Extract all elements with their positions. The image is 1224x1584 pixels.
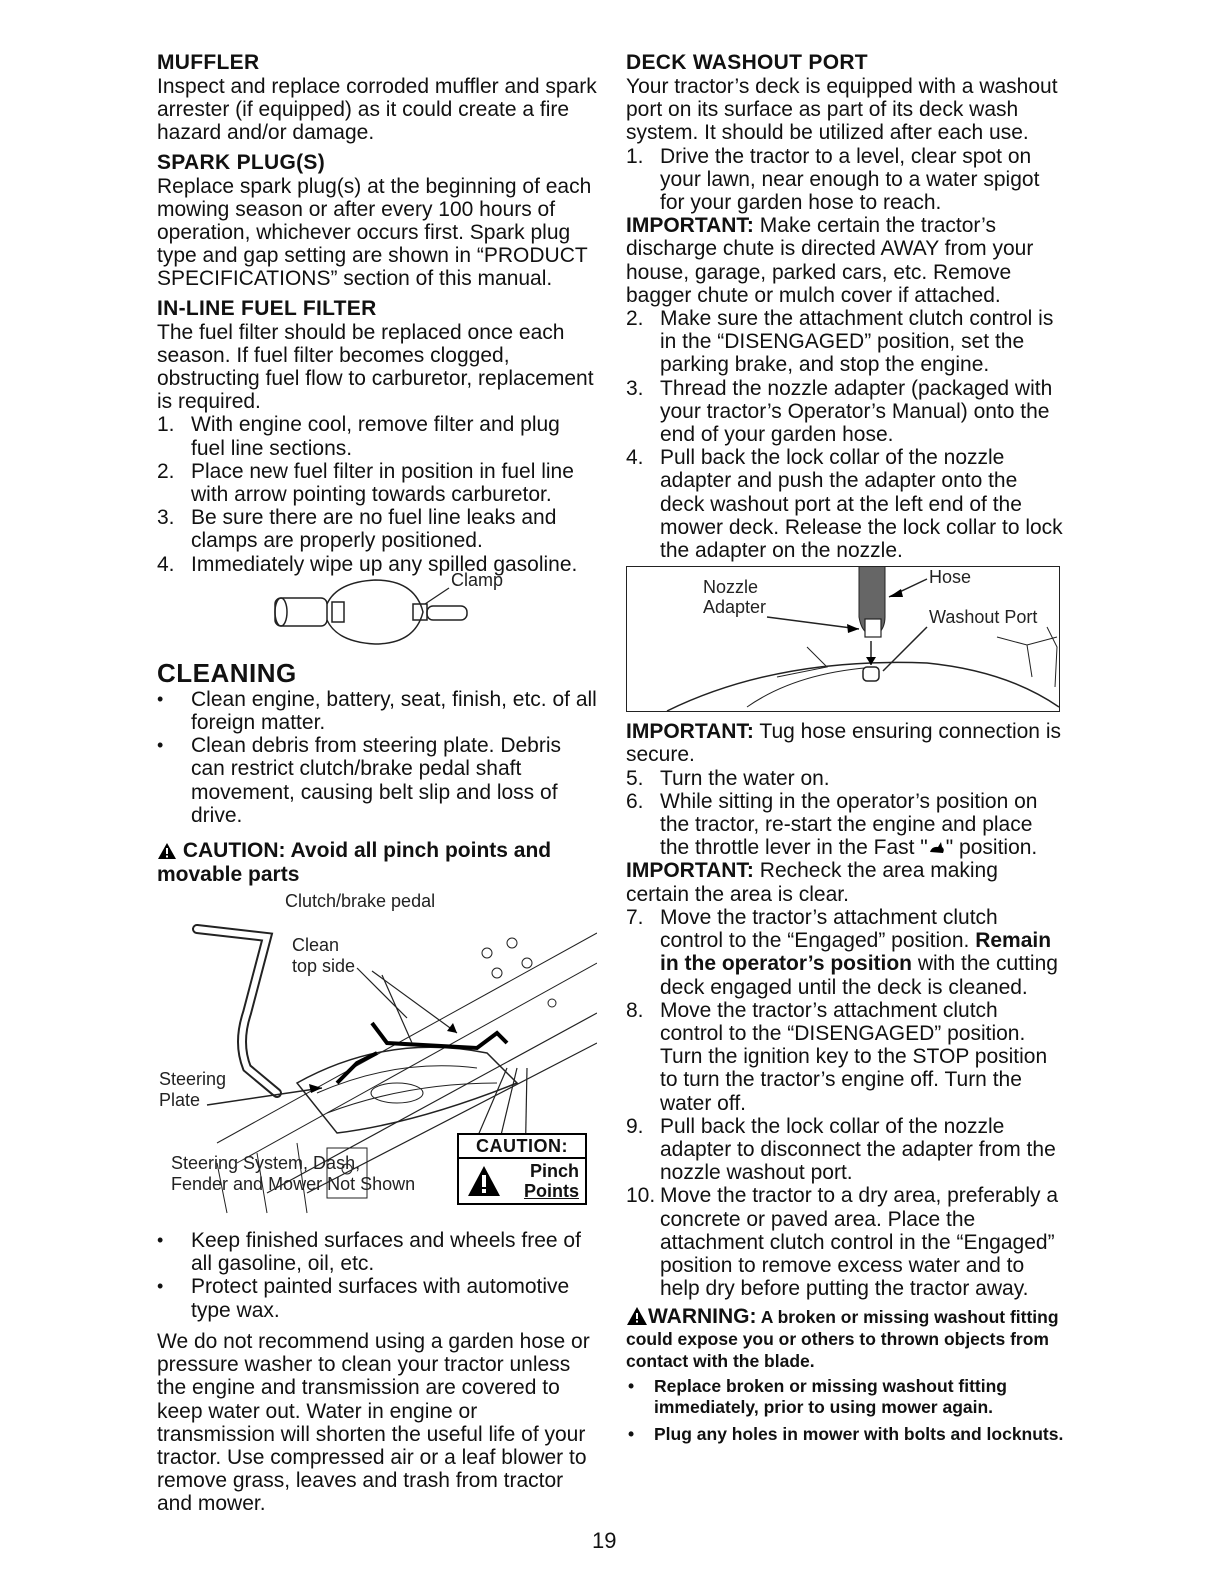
caution-heading: CAUTION: Avoid all pinch points and movable parts bbox=[157, 839, 552, 887]
washout-step-1 bbox=[626, 145, 1064, 215]
list-item: 2. Make sure the attachment clutch control is in the “DISENGAGED” position, set the parking brake, and stop the engine. bbox=[626, 307, 1054, 377]
list-item: • Keep finished surfaces and wheels free of all gasoline, oil, etc. bbox=[157, 1229, 597, 1275]
list-item: 8. Move the tractor’s attachment clutch control to the “DISENGAGED” position. Turn the ignition key to the STOP position to turn the tractor’s engine off. Turn the water off. bbox=[626, 998, 1048, 1115]
right-column bbox=[626, 50, 1064, 1451]
washout-steps-5-6 bbox=[626, 767, 1064, 860]
list-item: 5. Turn the water on. bbox=[626, 766, 830, 790]
clamp-label: Clamp bbox=[451, 569, 504, 590]
cleaning-heading: CLEANING bbox=[157, 657, 297, 688]
fuel-filter-text: The fuel filter should be replaced once each season. If fuel filter becomes clogged, obstructing fuel flow to carburetor, replacement is required. bbox=[157, 320, 594, 414]
list-item: 6. While sitting in the operator’s position on the tractor, re-start the engine and place the throttle lever in the Fast " " position. bbox=[626, 789, 1038, 860]
washout-intro: Your tractor’s deck is equipped with a washout port on its surface as part of its deck wash system. It should be utilized after each use. bbox=[626, 75, 1058, 145]
spark-plug-heading: SPARK PLUG(S) bbox=[157, 150, 326, 174]
muffler-heading: MUFFLER bbox=[157, 51, 260, 74]
washout-heading: DECK WASHOUT PORT bbox=[626, 51, 868, 74]
steering-plate-figure bbox=[157, 893, 597, 1223]
cleaning-closing-text: We do not recommend using a garden hose or pressure washer to clean your tractor unless the engine and transmission are covered to keep water out. Water in engine or transmission will shorten the useful life of your tractor. Use compressed air or a leaf blower to remove grass, leaves and trash from tractor and mower. bbox=[157, 1329, 590, 1516]
list-item: 10. Move the tractor to a dry area, preferably a concrete or paved area. Place the attachment clutch control in the “Engaged” position to remove excess water and to help dry before putting the tractor away. bbox=[626, 1184, 1059, 1301]
washout-port-figure bbox=[626, 566, 1060, 712]
washout-port-label: Washout Port bbox=[929, 607, 1038, 628]
spark-plug-text: Replace spark plug(s) at the beginning of each mowing season or after every 100 hours of operation, whichever occurs first. Spark plug type and gap setting are shown in “PRODUCT SPECIFICATIONS” section of this manual. bbox=[157, 174, 592, 291]
list-item: • Plug any holes in mower with bolts and locknuts. bbox=[626, 1424, 1064, 1445]
figure-note-2: Fender and Mower Not Shown bbox=[171, 1174, 416, 1195]
list-item: 7. Move the tractor’s attachment clutch control to the “Engaged” position. Remain in the operator’s position with the cutting deck engaged until the deck is cleaned. bbox=[626, 905, 1058, 999]
cleaning-bullets bbox=[157, 688, 597, 827]
list-item: 9. Pull back the lock collar of the nozzle adapter to disconnect the adapter from the nozzle washout port. bbox=[626, 1114, 1056, 1185]
steering-label-2: Plate bbox=[159, 1090, 201, 1111]
page-number: 19 bbox=[592, 1528, 617, 1553]
list-item: 1. With engine cool, remove filter and plug fuel line sections. bbox=[157, 413, 560, 460]
list-item: 4. Pull back the lock collar of the nozzle adapter and push the adapter onto the deck washout port at the left end of the mower deck. Release the lock collar to lock the adapter on the nozzle. bbox=[626, 446, 1063, 563]
nozzle-label-2: Adapter bbox=[703, 597, 767, 618]
clean-label-1: Clean bbox=[292, 935, 340, 956]
cleaning-bullets-2 bbox=[157, 1229, 597, 1322]
list-item: • Protect painted surfaces with automotive type wax. bbox=[157, 1275, 597, 1321]
clutch-pedal-label: Clutch/brake pedal bbox=[285, 891, 436, 912]
fuel-filter-figure bbox=[157, 569, 597, 656]
important-note-1: IMPORTANT: Make certain the tractor’s discharge chute is directed AWAY from your house, garage, parked cars, etc. Remove bagger chute or mulch cover if attached. bbox=[626, 214, 1034, 307]
warning-triangle-icon bbox=[467, 1165, 501, 1197]
washout-port-illustration bbox=[627, 567, 1059, 711]
important-note-2: IMPORTANT: Tug hose ensuring connection is secure. bbox=[626, 720, 1061, 767]
list-item: 3. Thread the nozzle adapter (packaged with your tractor’s Operator’s Manual) onto the end of your garden hose. bbox=[626, 376, 1053, 447]
muffler-text: Inspect and replace corroded muffler and spark arrester (if equipped) as it could create a fire hazard and/or damage. bbox=[157, 75, 597, 145]
list-item: • Clean engine, battery, seat, finish, etc. of all foreign matter. bbox=[157, 688, 597, 734]
nozzle-label-1: Nozzle bbox=[703, 577, 759, 598]
warning-bullets bbox=[626, 1376, 1064, 1445]
washout-steps-2-4 bbox=[626, 307, 1064, 562]
left-column bbox=[157, 50, 597, 1516]
clean-label-2: top side bbox=[292, 956, 356, 977]
warning-text: WARNING: A broken or missing washout fitting could expose you or others to thrown objects from contact with the blade. bbox=[626, 1305, 1059, 1372]
pinch-points-caution-box bbox=[457, 1133, 587, 1205]
list-item: 4. Immediately wipe up any spilled gasoline. bbox=[157, 552, 578, 576]
fuel-filter-steps bbox=[157, 413, 597, 575]
list-item: 1. Drive the tractor to a level, clear spot on your lawn, near enough to a water spigot for your garden hose to reach. bbox=[626, 144, 1040, 215]
washout-steps-8-10 bbox=[626, 999, 1064, 1301]
fuel-filter-illustration bbox=[157, 576, 597, 656]
hose-label: Hose bbox=[929, 567, 972, 588]
important-note-3: IMPORTANT: Recheck the area making certain the area is clear. bbox=[626, 859, 998, 906]
warning-triangle-icon bbox=[626, 1306, 648, 1326]
caution-box-line2: Points bbox=[523, 1181, 579, 1202]
washout-step-7 bbox=[626, 906, 1064, 999]
rabbit-icon bbox=[928, 840, 946, 856]
steering-label-1: Steering bbox=[159, 1069, 227, 1090]
list-item: 2. Place new fuel filter in position in fuel line with arrow pointing towards carburetor. bbox=[157, 459, 574, 507]
warning-triangle-icon bbox=[157, 842, 177, 860]
list-item: 3. Be sure there are no fuel line leaks and clamps are properly positioned. bbox=[157, 506, 557, 553]
fuel-filter-heading: IN-LINE FUEL FILTER bbox=[157, 296, 377, 320]
caution-box-line1: Pinch bbox=[529, 1161, 579, 1182]
list-item: • Clean debris from steering plate. Debris can restrict clutch/brake pedal shaft movement, causing belt slip and loss of drive. bbox=[157, 734, 597, 827]
list-item: • Replace broken or missing washout fitting immediately, prior to using mower again. bbox=[626, 1376, 1064, 1418]
figure-note-1: Steering System, Dash, bbox=[171, 1153, 361, 1174]
caution-box-title: CAUTION: bbox=[459, 1135, 585, 1159]
